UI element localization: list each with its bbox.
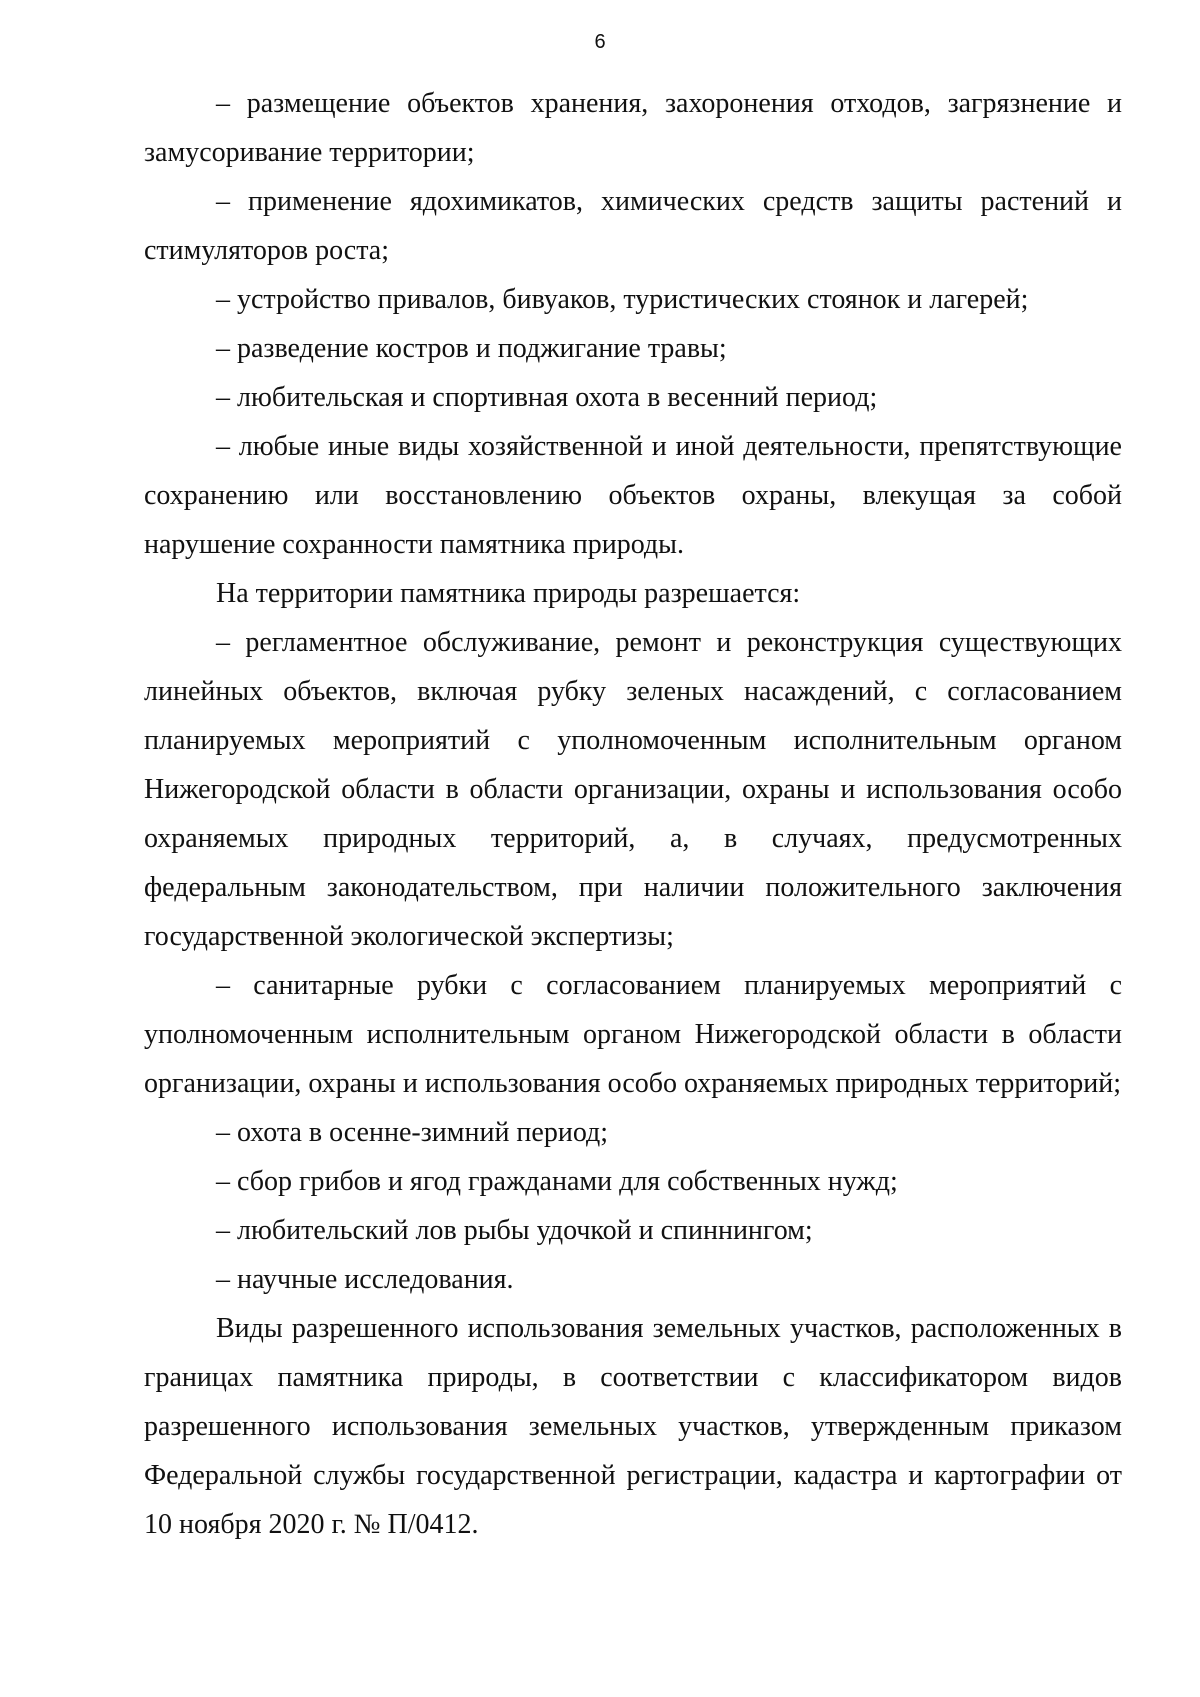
list-item-sanitary-felling: – санитарные рубки с согласованием планируемых мероприятий с уполномоченным исполнительным органом Нижегородской области в области организации, охраны и использования особо охраняемых природных территорий; — [144, 970, 1122, 1099]
list-item-research: – научные исследования. — [216, 1264, 514, 1295]
land-use-paragraph: Виды разрешенного использования земельных участков, расположенных в границах памятника природы, в соответствии с классификатором видов разрешенного использования земельных участков, утвержденным приказом Федеральной службы государственной регистрации, кадастра и картографии от 10 ноября 2020 г. № П/0412. — [144, 1313, 1122, 1540]
list-item-camping: – устройство привалов, бивуаков, туристических стоянок и лагерей; — [216, 284, 1029, 315]
permitted-heading: На территории памятника природы разрешается: — [216, 578, 801, 609]
list-item-mushrooms-berries: – сбор грибов и ягод гражданами для собственных нужд; — [216, 1166, 898, 1197]
document-body — [144, 79, 1122, 1549]
list-item-autumn-hunting: – охота в осенне-зимний период; — [216, 1117, 609, 1148]
list-item-maintenance: – регламентное обслуживание, ремонт и реконструкция существующих линейных объектов, включая рубку зеленых насаждений, с согласованием планируемых мероприятий с уполномоченным исполнительным органом Нижегородской области в области организации, охраны и использования особо охраняемых природных территорий, а, в случаях, предусмотренных федеральным законодательством, при наличии положительного заключения государственной экологической экспертизы; — [144, 627, 1122, 952]
list-item-fishing: – любительский лов рыбы удочкой и спиннингом; — [216, 1215, 813, 1246]
list-item-other-activities: – любые иные виды хозяйственной и иной деятельности, препятствующие сохранению или восстановлению объектов охраны, влекущая за собой нарушение сохранности памятника природы. — [144, 431, 1122, 560]
page-number: 6 — [594, 31, 606, 53]
list-item-pesticides: – применение ядохимикатов, химических средств защиты растений и стимуляторов роста; — [144, 186, 1122, 266]
list-item-spring-hunting: – любительская и спортивная охота в весенний период; — [216, 382, 878, 413]
list-item-waste-placement: – размещение объектов хранения, захоронения отходов, загрязнение и замусоривание территории; — [144, 88, 1122, 168]
list-item-fires: – разведение костров и поджигание травы; — [216, 333, 727, 364]
